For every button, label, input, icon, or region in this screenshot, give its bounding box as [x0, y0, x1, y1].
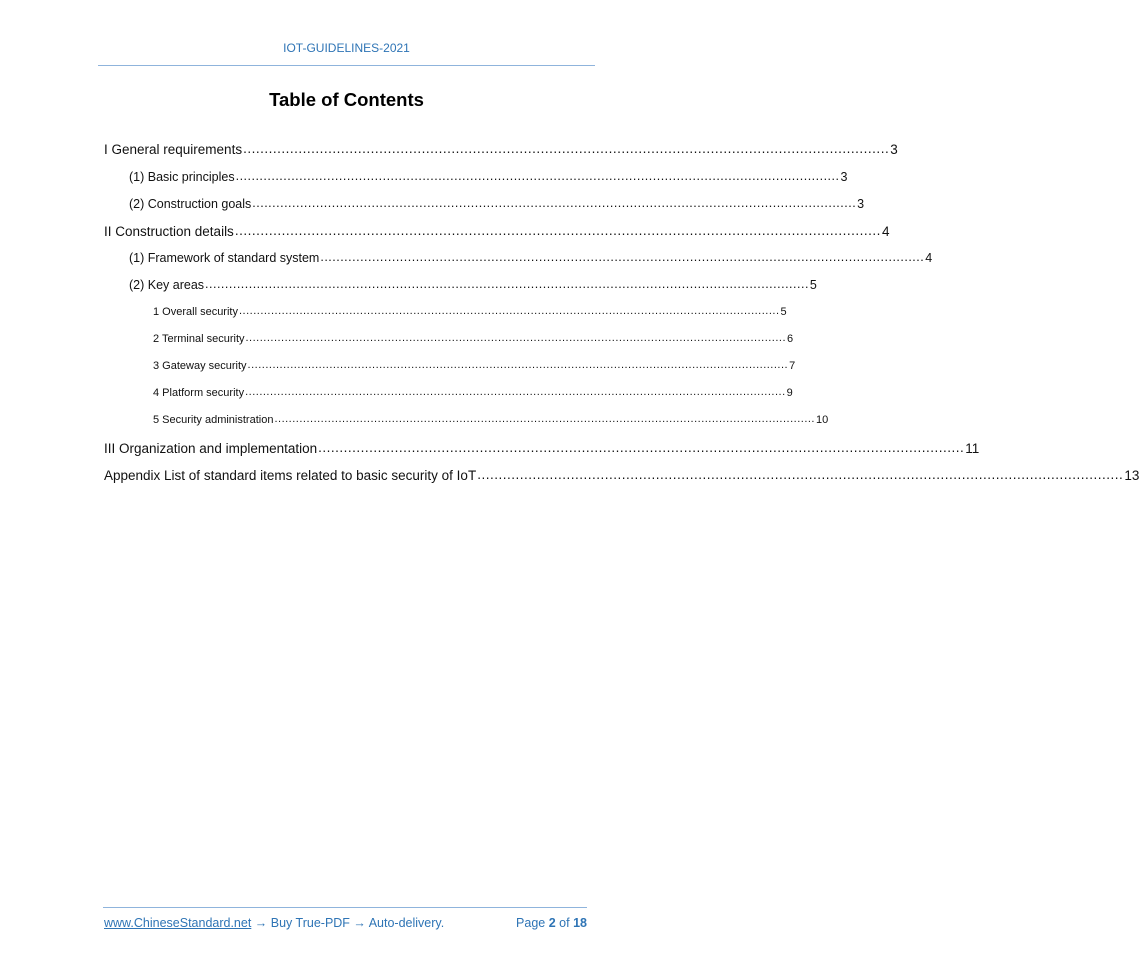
toc-entry-page: 3 — [857, 197, 865, 211]
footer-tagline: → Buy True-PDF → Auto-delivery. — [251, 916, 445, 930]
dot-leader: ........................................................................................................................................................ — [205, 277, 809, 291]
current-page: 2 — [548, 916, 556, 930]
toc-entry-general-requirements[interactable] — [104, 141, 898, 157]
footer-promo — [104, 916, 444, 930]
dot-leader: ........................................................................................................................................................ — [252, 196, 857, 210]
toc-entry-construction-goals[interactable] — [129, 196, 865, 211]
dot-leader: ........................................................................................................................................................ — [247, 359, 789, 371]
toc-entry-page: 4 — [925, 251, 933, 265]
dot-leader: ........................................................................................................................................................ — [243, 141, 890, 156]
page-indicator — [516, 916, 587, 930]
toc-entry-organization-and-implementation[interactable] — [104, 440, 980, 456]
toc-entry-label: 2 Terminal security — [153, 333, 245, 345]
toc-entry-page: 3 — [840, 170, 848, 184]
toc-entry-page: 13 — [1124, 468, 1139, 483]
toc-entry-label: (1) Basic principles — [129, 170, 235, 184]
dot-leader: ........................................................................................................................................................ — [234, 223, 881, 238]
website-link[interactable]: www.ChineseStandard.net — [104, 916, 252, 930]
page-footer — [104, 916, 587, 930]
toc-entry-construction-details[interactable] — [104, 223, 890, 239]
toc-entry-page: 11 — [965, 441, 980, 456]
toc-entry-page: 3 — [890, 142, 898, 157]
dot-leader: ........................................................................................................................................................ — [320, 250, 925, 264]
toc-entry-label: 3 Gateway security — [153, 360, 247, 372]
toc-entry-label: Appendix List of standard items related to basic security of IoT — [104, 468, 477, 483]
toc-entry-page: 9 — [786, 387, 793, 399]
toc-entry-appendix[interactable] — [104, 467, 1139, 483]
document-code: IOT-GUIDELINES-2021 — [283, 41, 410, 55]
toc-entry-overall-security[interactable] — [153, 305, 787, 318]
dot-leader: ........................................................................................................................................................ — [238, 305, 780, 317]
toc-entry-label: 1 Overall security — [153, 306, 238, 318]
dot-leader: ........................................................................................................................................................ — [235, 169, 840, 183]
footer-divider — [103, 907, 587, 908]
toc-entry-key-areas[interactable] — [129, 277, 817, 292]
toc-entry-label: (1) Framework of standard system — [129, 251, 320, 265]
dot-leader: ........................................................................................................................................................ — [245, 386, 786, 398]
toc-entry-page: 6 — [787, 333, 794, 345]
dot-leader: ........................................................................................................................................................ — [274, 413, 815, 425]
toc-entry-page: 4 — [881, 224, 890, 239]
toc-entry-label: I General requirements — [104, 142, 243, 157]
toc-entry-terminal-security[interactable] — [153, 332, 794, 345]
dot-leader: ........................................................................................................................................................ — [318, 440, 965, 455]
toc-heading: Table of Contents — [269, 89, 424, 110]
toc-entry-label: II Construction details — [104, 224, 234, 239]
toc-entry-framework-of-standard-system[interactable] — [129, 250, 933, 265]
toc-entry-label: 5 Security administration — [153, 414, 274, 426]
toc-entry-label: III Organization and implementation — [104, 441, 318, 456]
toc-entry-basic-principles[interactable] — [129, 169, 848, 184]
toc-entry-platform-security[interactable] — [153, 386, 793, 399]
page-of-label: of — [559, 916, 570, 930]
toc-entry-page: 10 — [816, 414, 829, 426]
toc-entry-label: (2) Construction goals — [129, 197, 252, 211]
toc-entry-label: 4 Platform security — [153, 387, 245, 399]
toc-entry-gateway-security[interactable] — [153, 359, 796, 372]
toc-entry-page: 5 — [809, 278, 817, 292]
toc-entry-label: (2) Key areas — [129, 278, 205, 292]
dot-leader: ........................................................................................................................................................ — [245, 332, 787, 344]
dot-leader: ........................................................................................................................................................ — [477, 467, 1124, 482]
total-pages: 18 — [573, 916, 587, 930]
toc-entry-security-administration[interactable] — [153, 413, 829, 426]
page-label: Page — [516, 916, 546, 930]
toc-entry-page: 5 — [780, 306, 787, 318]
toc-entry-page: 7 — [789, 360, 796, 372]
